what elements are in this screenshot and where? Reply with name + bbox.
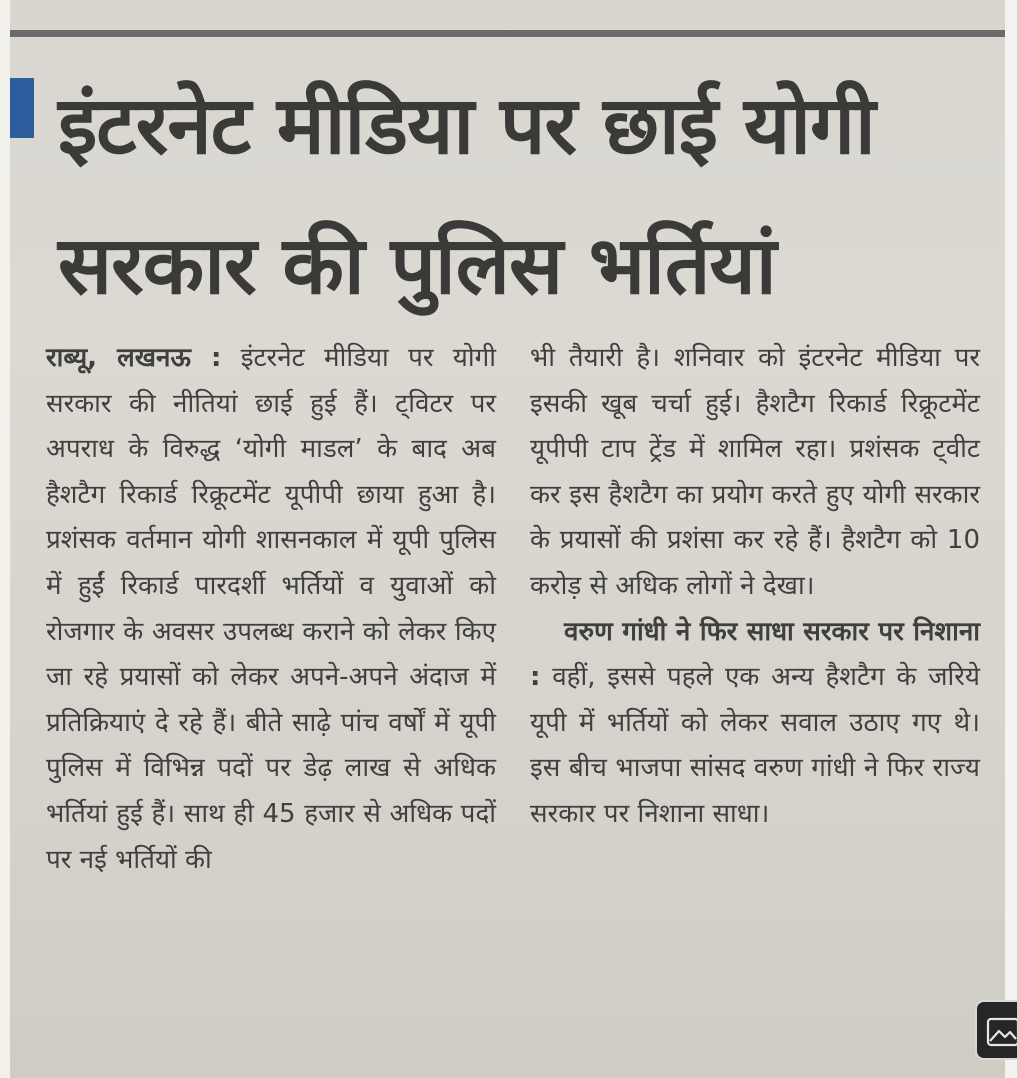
article-column-left	[46, 336, 496, 883]
top-rule-divider	[10, 30, 1005, 37]
image-viewer-button[interactable]	[975, 1000, 1017, 1060]
subhead: वरुण गांधी ने फिर साधा सरकार पर निशाना :	[530, 616, 980, 693]
article-paragraph-1	[46, 336, 496, 883]
section-accent-bar	[10, 78, 34, 138]
headline	[58, 56, 988, 336]
paragraph-2-body: वहीं, इससे पहले एक अन्य हैशटैग के जरिये यूपी में भर्तियों को लेकर सवाल उठाए गए थे। इस बीच भाजपा सांसद वरुण गांधी ने फिर राज्य सरकार पर निशाना साधा।	[530, 662, 980, 829]
headline-line-1: इंटरनेट मीडिया पर छाई योगी	[58, 79, 875, 172]
headline-line-2: सरकार की पुलिस भर्तियां	[58, 219, 776, 312]
article-column-right	[530, 336, 980, 838]
paragraph-1-body: इंटरनेट मीडिया पर योगी सरकार की नीतियां छाई हुई हैं। ट्विटर पर अपराध के विरुद्ध ‘योगी माडल’ के बाद अब हैशटैग रिकार्ड रिक्रूटमेंट यूपीपी छाया हुआ है। प्रशंसक वर्तमान योगी शासनकाल में यूपी पुलिस में हुईं रिकार्ड पारदर्शी भर्तियों व युवाओं को रोजगार के अवसर उपलब्ध कराने को लेकर किए जा रहे प्रयासों को लेकर अपने-अपने अंदाज में प्रतिक्रियाएं दे रहे हैं। बीते साढ़े पांच वर्षों में यूपी पुलिस में विभिन्न पदों पर डेढ़ लाख से अधिक भर्तियां हुई हैं। साथ ही 45 हजार से अधिक पदों पर नई भर्तियों की	[46, 343, 496, 875]
article-paragraph-2	[530, 610, 980, 838]
article-paragraph-1-continued: भी तैयारी है। शनिवार को इंटरनेट मीडिया पर इसकी खूब चर्चा हुई। हैशटैग रिकार्ड रिक्रूटमेंट यूपीपी टाप ट्रेंड में शामिल रहा। प्रशंसक ट्वीट कर इस हैशटैग का प्रयोग करते हुए योगी सरकार के प्रयासों की प्रशंसा कर रहे हैं। हैशटैग को 10 करोड़ से अधिक लोगों ने देखा।	[530, 343, 980, 601]
photo-left-margin	[0, 0, 10, 1078]
photo-right-margin	[1005, 0, 1017, 1078]
dateline: राब्यू, लखनऊ :	[46, 343, 222, 373]
image-icon	[986, 1015, 1017, 1049]
